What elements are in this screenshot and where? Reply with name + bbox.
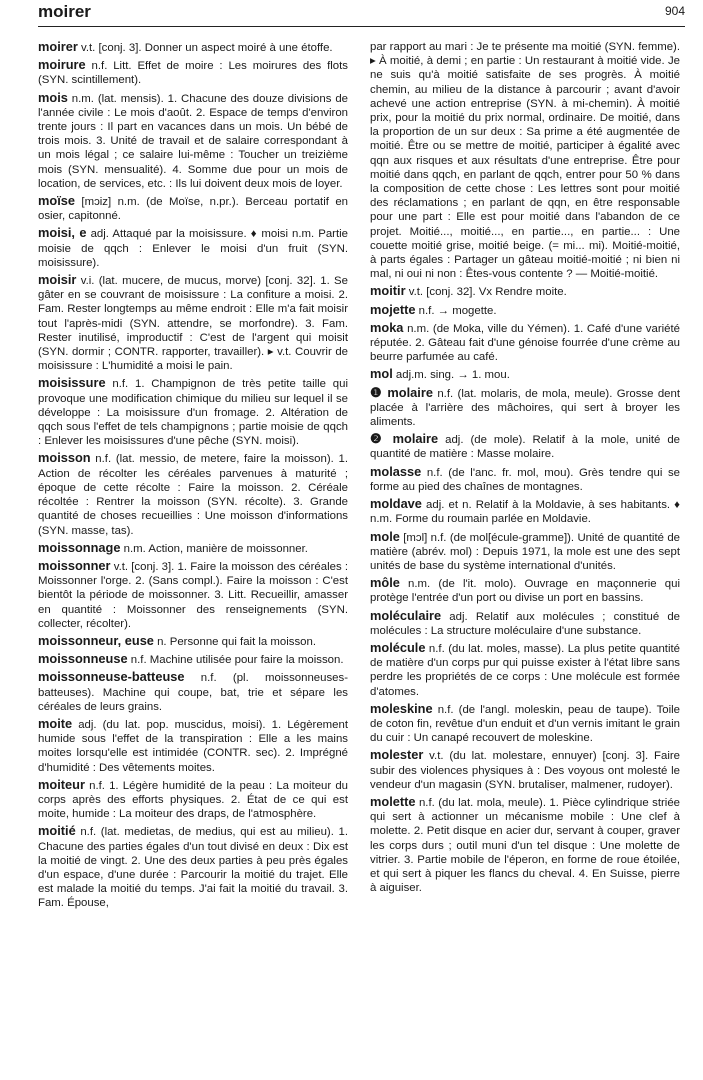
- entry-headword: moisissure: [38, 375, 106, 391]
- dictionary-entry: [38, 91, 348, 191]
- entry-definition: n.f. (pl. moissonneuses-batteuses). Machine qui coupe, bat, trie et sépare les céréales de leurs grains.: [38, 672, 348, 713]
- dictionary-entry: [38, 226, 348, 270]
- entry-headword: moka: [370, 319, 404, 335]
- dictionary-entry: [38, 559, 348, 631]
- entry-headword: moissonneuse: [38, 651, 128, 667]
- entry-definition: adj.m. sing. → 1. mou.: [392, 369, 510, 382]
- entry-headword: moiteur: [38, 776, 85, 792]
- dictionary-entry: [38, 670, 348, 714]
- entry-headword: mole: [370, 528, 400, 544]
- entry-definition: n.f. (de l'angl. moleskin, peau de taupe). Toile de coton fin, revêtue d'un enduit et d'un vernis imitant le grain du cuir : Un canapé recouvert de moleskine.: [370, 703, 680, 745]
- entry-definition: n.f. (du lat. mola, meule). 1. Pièce cylindrique striée qui sert à actionner un mécanisme mobile : Une clef à molette. 2. Petit disque en acier dur, servant à couper, graver les corps durs ; outil muni d'un tel disque : Une molette de vitrier. 3. Partie mobile de l'éperon, en forme de roue étoilée, et qui sert à piquer les flancs du cheval. 4. En Suisse, pierre à aiguiser.: [370, 796, 680, 895]
- entry-definition: n.f. 1. Champignon de très petite taille qui provoque une modification chimique du milieu sur lequel il se développe : La moisissure d'un fromage. 2. Altération de qqch sous l'effet de tels champignons ; partie moisie de qqch : Enlever les moisissures d'une pêche (SYN. moisi).: [38, 378, 348, 448]
- dictionary-entry: [370, 497, 680, 526]
- right-column: [370, 40, 680, 898]
- entry-definition: n.m. Action, manière de moissonner.: [120, 542, 308, 555]
- entry-definition: n.f. Litt. Effet de moire : Les moirures des flots (SYN. scintillement).: [38, 60, 348, 87]
- dictionary-entry: [38, 541, 348, 556]
- entry-definition: n.f. Machine utilisée pour faire la moisson.: [127, 654, 344, 667]
- dictionary-entry: [370, 303, 680, 318]
- entry-definition: adj. et n. Relatif à la Moldavie, à ses habitants. ♦ n.m. Forme du roumain parlée en Moldavie.: [370, 499, 680, 526]
- dictionary-entry: [38, 634, 348, 649]
- entry-headword: môle: [370, 575, 400, 591]
- dictionary-entry: [370, 40, 680, 281]
- entry-definition: v.i. (lat. mucere, de mucus, morve) [conj. 32]. 1. Se gâter en se couvrant de moisissure : La confiture a moisi. 2. Fam. Rester longtemps au même endroit : Elle m'a fait moisir tout l'après-midi (SYN. attendre, se morfondre). 3. Fam. Rester inutilisé, improductif : C'est de l'argent qui moisit (SYN. dormir ; CONTR. rapporter, travailler). ▸ v.t. Couvrir de moisissure : L'humidité a moisi le pain.: [38, 275, 348, 373]
- dictionary-entry: [38, 194, 348, 223]
- entry-headword: molécule: [370, 639, 426, 655]
- entry-headword: molasse: [370, 463, 422, 479]
- entry-definition: n. Personne qui fait la moisson.: [153, 635, 317, 648]
- entry-definition: n.f. (lat. medietas, de medius, qui est au milieu). 1. Chacune des parties égales d'un tout divisé en deux : Dix est la moitié de vingt. 2. Une des deux parties à peu près égales d'un espace, d'une durée : Parcourir la moitié du trajet. Elle est malade la moitié du temps. J'ai fait la moitié du travail. 3. Fam. Épouse,: [38, 826, 348, 910]
- dictionary-entry: [370, 284, 680, 299]
- entry-headword: molester: [370, 747, 424, 763]
- dictionary-entry: [370, 386, 680, 430]
- entry-headword: moite: [38, 715, 73, 731]
- entry-headword: moleskine: [370, 700, 433, 716]
- entry-headword: moirure: [38, 57, 86, 73]
- entry-definition: adj. (du lat. pop. muscidus, moisi). 1. Légèrement humide sous l'effet de la transpiration : Elle a les mains moites lorsqu'elle est intimidée (CONTR. sec). 2. Imprégné d'humidité : Des vêtements moites.: [38, 718, 348, 774]
- entry-definition: [mɔiz] n.m. (de Moïse, n.pr.). Berceau portatif en osier, capitonné.: [38, 196, 348, 223]
- dictionary-entry: [370, 432, 680, 461]
- entry-headword: ❷ molaire: [370, 431, 439, 447]
- entry-definition: adj. (de mole). Relatif à la mole, unité de quantité de matière : Masse molaire.: [370, 434, 680, 461]
- left-column: [38, 40, 348, 914]
- entry-definition: n.f. (du lat. moles, masse). La plus petite quantité de matière d'un corps pur qui puisse exister à l'état libre sans perdre les propriétés de ce corps : Une molécule est formée d'atomes.: [370, 642, 680, 698]
- entry-definition: n.f. 1. Légère humidité de la peau : La moiteur du corps après des efforts physiques. 2. État de ce qui est moite, humide : La moiteur des draps, de l'atmosphère.: [38, 779, 348, 821]
- entry-definition: adj. Attaqué par la moisissure. ♦ moisi n.m. Partie moisie de qqch : Enlever le moisi d'un fruit (SYN. moisissure).: [38, 228, 348, 269]
- dictionary-entry: [370, 641, 680, 699]
- dictionary-entry: [38, 451, 348, 537]
- entry-headword: moisson: [38, 450, 91, 466]
- entry-definition: v.t. [conj. 3]. Donner un aspect moiré à une étoffe.: [77, 42, 333, 54]
- entry-headword: moitié: [38, 823, 76, 839]
- dictionary-entry: [38, 778, 348, 822]
- entry-definition: n.m. (lat. mensis). 1. Chacune des douze divisions de l'année civile : Le mois d'août. 2. Espace de temps d'environ trente jours : Il part en vacances dans un mois. Un bébé de trois mois. 3. Unité de travail et de salaire correspondant à un mois légal ; ce salaire lui-même : Toucher un treizième mois (SYN. mensualité). 4. Somme due pour un mois de location, de services, etc. : Ils lui doivent deux mois de loyer.: [38, 92, 348, 190]
- entry-headword: mois: [38, 89, 68, 105]
- dictionary-entry: [370, 609, 680, 638]
- entry-headword: moissonneuse-batteuse: [38, 669, 185, 685]
- entry-definition: n.f. → mogette.: [415, 304, 497, 317]
- entry-definition: n.m. (de l'it. molo). Ouvrage en maçonnerie qui protège l'entrée d'un port ou divise un port en bassins.: [370, 578, 680, 605]
- dictionary-entry: [38, 40, 348, 55]
- entry-definition: v.t. (du lat. molestare, ennuyer) [conj. 3]. Faire subir des violences physiques à : Des voyous ont molesté le vendeur d'un magasin (SYN. brutaliser, malmener, rudoyer).: [370, 750, 680, 791]
- entry-headword: moissonnage: [38, 539, 121, 555]
- entry-definition: n.f. (lat. messio, de metere, faire la moisson). 1. Action de récolter les céréales parvenues à maturité ; époque de cette récolte : Faire la moisson. 2. Céréale récoltée : Rentrer la moisson (SYN. récolte). 3. Grande quantité de choses recueillies : Une moisson d'informations (SYN. masse, tas).: [38, 453, 348, 537]
- entry-definition: v.t. [conj. 3]. 1. Faire la moisson des céréales : Moissonner l'orge. 2. (Sans compl.). Faire la moisson : C'est bientôt la période de moissonner. 3. Litt. Recueillir, amasser en quantité : Moissonner des renseignements (SYN. collecter, récolter).: [38, 560, 348, 630]
- dictionary-entry: [370, 530, 680, 574]
- dictionary-entry: [38, 58, 348, 87]
- entry-headword: moléculaire: [370, 607, 442, 623]
- dictionary-entry: [38, 273, 348, 373]
- page-number: 904: [664, 4, 685, 18]
- dictionary-entry: [38, 717, 348, 775]
- entry-headword: ❶ molaire: [370, 384, 433, 400]
- entry-definition: [mɔl] n.f. (de mol[écule-gramme]). Unité de quantité de matière (abrév. mol) : Depuis 1971, la mole est une des sept unités de base du système international d'unités.: [370, 531, 680, 572]
- entry-headword: moisir: [38, 272, 77, 288]
- entry-definition: par rapport au mari : Je te présente ma moitié (SYN. femme). ▸ À moitié, à demi ; en partie : Un restaurant à moitié vide. Je ne suis qu'à moitié satisfaite de ses progrès. À moitié chemin, au milieu de la distance à parcourir ; avant d'avoir achevé une action entreprise (SYN. à mi-chemin). À moitié prix, pour la moitié du prix normal, ordinaire. De moitié, dans la proportion de un sur deux : Sa prime a été augmentée de moitié. Être ou se mettre de moitié, participer à égalité avec qqn aux risques et aux résultats d'une entreprise. Être pour moitié dans qqch, en parlant de qqch, entrer pour 50 % dans la composition de cette chose : Les lettres sont pour moitié des réclamations ; en parlant de qqn, en être responsable pour une part : Elle est pour moitié dans l'abandon de ce projet. Moitié..., moitié..., en partie..., en partie... : Une couette moitié grise, moitié beige. (= mi... mi). Moitié-moitié, à parts égales : Partager un gâteau moitié-moitié ; ni bien ni mal, ni oui ni non : Êtes-vous contente ? — Moitié-moitié.: [370, 41, 680, 281]
- page-header: [38, 0, 685, 27]
- entry-definition: n.m. (de Moka, ville du Yémen). 1. Café d'une variété réputée. 2. Gâteau fait d'une génoise fourrée d'une crème au beurre parfumée au café.: [370, 322, 680, 364]
- entry-headword: molette: [370, 793, 416, 809]
- dictionary-entry: [370, 748, 680, 792]
- entry-headword: moirer: [38, 39, 78, 54]
- dictionary-entry: [370, 795, 680, 895]
- entry-headword: mojette: [370, 301, 416, 317]
- entry-headword: moldave: [370, 496, 422, 512]
- dictionary-entry: [38, 652, 348, 667]
- dictionary-entry: [370, 465, 680, 494]
- dictionary-entry: [370, 702, 680, 746]
- entry-headword: moissonner: [38, 557, 111, 573]
- entry-headword: mol: [370, 366, 393, 382]
- dictionary-entry: [370, 576, 680, 605]
- entry-headword: moissonneur, euse: [38, 632, 154, 648]
- entry-headword: moisi, e: [38, 225, 87, 241]
- dictionary-entry: [370, 367, 680, 382]
- running-headword: moirer: [38, 2, 91, 21]
- entry-definition: n.f. (lat. molaris, de mola, meule). Grosse dent placée à l'arrière des mâchoires, qui sert à broyer les aliments.: [370, 387, 680, 429]
- entry-definition: adj. Relatif aux molécules ; constitué de molécules : La structure moléculaire d'une substance.: [370, 610, 680, 637]
- entry-headword: moitir: [370, 283, 406, 299]
- dictionary-entry: [370, 321, 680, 365]
- dictionary-entry: [38, 376, 348, 448]
- dictionary-entry: [38, 824, 348, 910]
- entry-definition: n.f. (de l'anc. fr. mol, mou). Grès tendre qui se forme au pied des chaînes de montagnes.: [370, 466, 680, 493]
- entry-definition: v.t. [conj. 32]. Vx Rendre moite.: [405, 286, 567, 299]
- entry-headword: moïse: [38, 193, 75, 209]
